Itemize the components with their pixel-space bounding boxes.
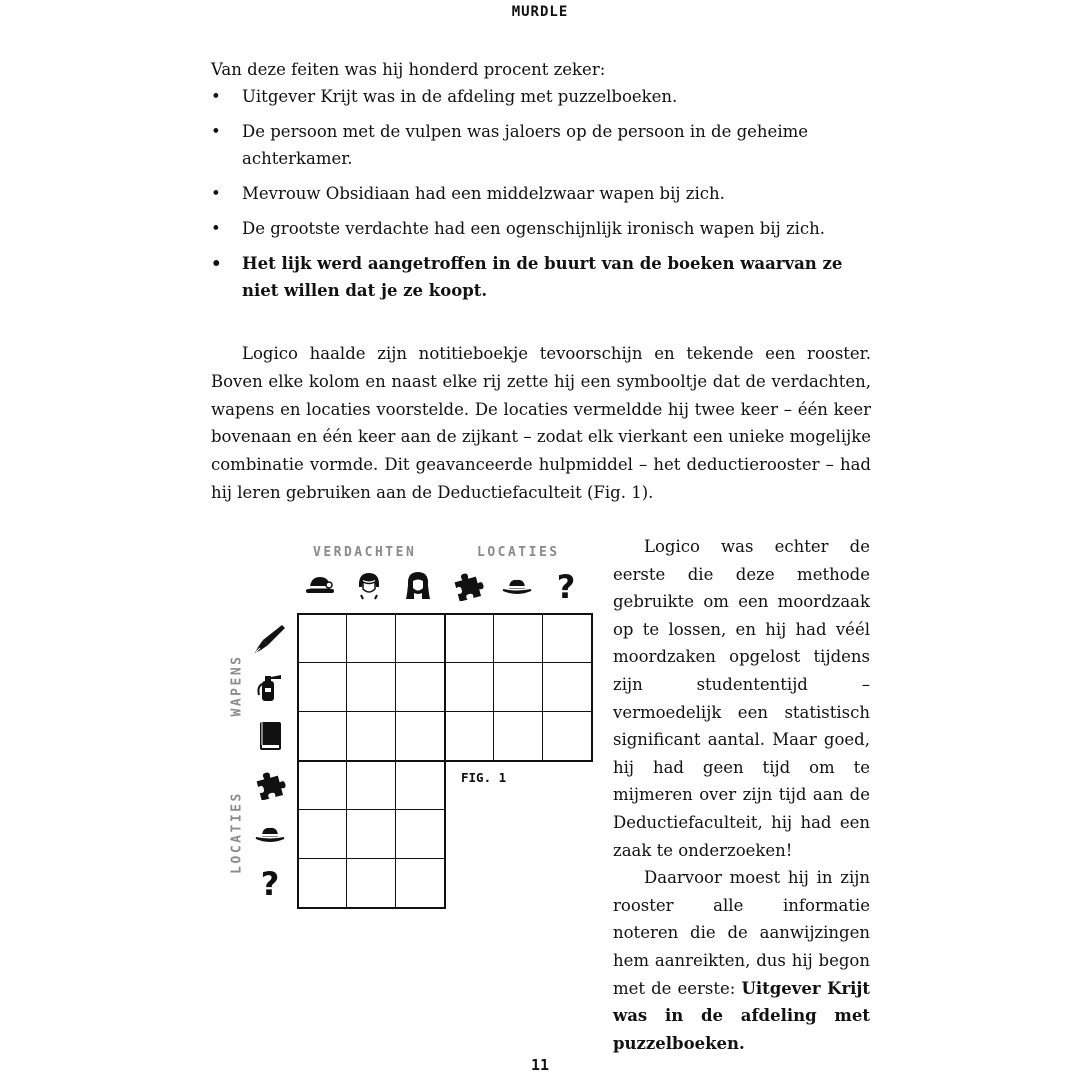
grid-label-locations-top: LOCATIES — [477, 545, 560, 560]
side-column — [613, 533, 870, 1057]
page-number: 11 — [530, 1056, 550, 1074]
grid-cell — [347, 712, 395, 760]
facts-list — [211, 83, 871, 304]
grid-cell — [396, 615, 444, 663]
grid-cell — [494, 615, 542, 663]
side-paragraph-1: Logico was echter de eerste die deze methode gebruikte om een moordzaak op te lossen, en hij had véél moordzaken opgelost tijdens zijn studententijd – vermoedelijk een statistisch significant aantal. Maar goed, hij had geen tijd om te mijmeren over zijn tijd aan de Deductiefaculteit, hij had een zaak te onderzoeken! — [613, 537, 870, 860]
grid-block-weapons-locations — [444, 613, 593, 762]
grid-cell — [543, 615, 591, 663]
body-paragraph: Logico haalde zijn notitieboekje tevoorschijn en tekende een rooster. Boven elke kolom en naast elke rij zette hij een symbooltje dat de verdachten, wapens en locaties voorstelde. De locaties vermeldde hij twee keer – één keer bovenaan en één keer aan de zijkant – zodat elk vierkant een unieke mogelijke combinatie vormde. Dit geavanceerde hulpmiddel – het deductierooster – had hij leren gebruiken aan de Deductiefaculteit (Fig. 1). — [211, 344, 871, 502]
grid-cell — [446, 615, 494, 663]
grid-cell — [299, 859, 347, 907]
fact-item-highlighted: • Het lijk werd aangetroffen in de buurt van de boeken waarvan ze niet willen dat je ze koopt. — [211, 250, 871, 304]
grid-cell — [299, 810, 347, 858]
side-paragraph-2-text: Daarvoor moest hij in zijn rooster alle informatie noteren die de aanwijzingen hem aanreikten, dus hij begon met de eerste: — [613, 868, 870, 998]
grid-cell — [299, 762, 347, 810]
fact-item: • Uitgever Krijt was in de afdeling met puzzelboeken. — [211, 83, 871, 110]
grid-cell — [446, 712, 494, 760]
svg-text:?: ? — [556, 569, 576, 601]
grid-cell — [494, 663, 542, 711]
fact-item: • Mevrouw Obsidiaan had een middelzwaar wapen bij zich. — [211, 180, 871, 207]
grid-cell — [299, 712, 347, 760]
grid-cell — [347, 810, 395, 858]
grid-block-weapons-suspects — [297, 613, 446, 762]
facts-intro: Van deze feiten was hij honderd procent zeker: — [211, 60, 606, 79]
fountain-pen-icon — [252, 620, 288, 656]
grid-cell — [543, 663, 591, 711]
grid-cell — [396, 810, 444, 858]
question-mark-icon — [548, 567, 584, 603]
grid-cell — [396, 762, 444, 810]
grid-cell — [347, 615, 395, 663]
fire-extinguisher-icon — [252, 669, 288, 705]
grid-cell — [396, 712, 444, 760]
fedora-hat-icon — [499, 567, 535, 603]
grid-cell — [347, 859, 395, 907]
grid-cell — [299, 663, 347, 711]
grid-label-weapons: WAPENS — [229, 654, 245, 717]
grid-cell — [299, 615, 347, 663]
grid-cell — [347, 663, 395, 711]
svg-text:?: ? — [260, 866, 280, 898]
grid-label-suspects: VERDACHTEN — [313, 545, 417, 560]
grid-cell — [396, 663, 444, 711]
grid-cell — [446, 663, 494, 711]
grid-cell — [543, 712, 591, 760]
book-icon — [252, 718, 288, 754]
short-hair-person-icon — [351, 567, 387, 603]
grid-label-locations-side: LOCATIES — [229, 791, 245, 874]
bowler-hat-icon — [302, 567, 338, 603]
side-paragraph-2-bold: Uitgever Krijt was in de afdeling met puzzelboeken. — [613, 978, 870, 1053]
grid-block-locations-suspects — [297, 760, 446, 909]
facts-section — [211, 56, 871, 312]
grid-cell — [347, 762, 395, 810]
fact-item: • De persoon met de vulpen was jaloers op de persoon in de geheime achterkamer. — [211, 118, 871, 172]
figure-caption: FIG. 1 — [461, 770, 507, 785]
fedora-hat-icon — [252, 815, 288, 851]
question-mark-icon — [252, 864, 288, 900]
long-hair-person-icon — [400, 567, 436, 603]
puzzle-piece-icon — [450, 567, 486, 603]
side-paragraph-2 — [613, 864, 870, 1057]
grid-cell — [396, 859, 444, 907]
puzzle-piece-icon — [252, 766, 288, 802]
grid-cell — [494, 712, 542, 760]
fact-item: • De grootste verdachte had een ogenschijnlijk ironisch wapen bij zich. — [211, 215, 871, 242]
running-header: MURDLE — [511, 4, 569, 20]
